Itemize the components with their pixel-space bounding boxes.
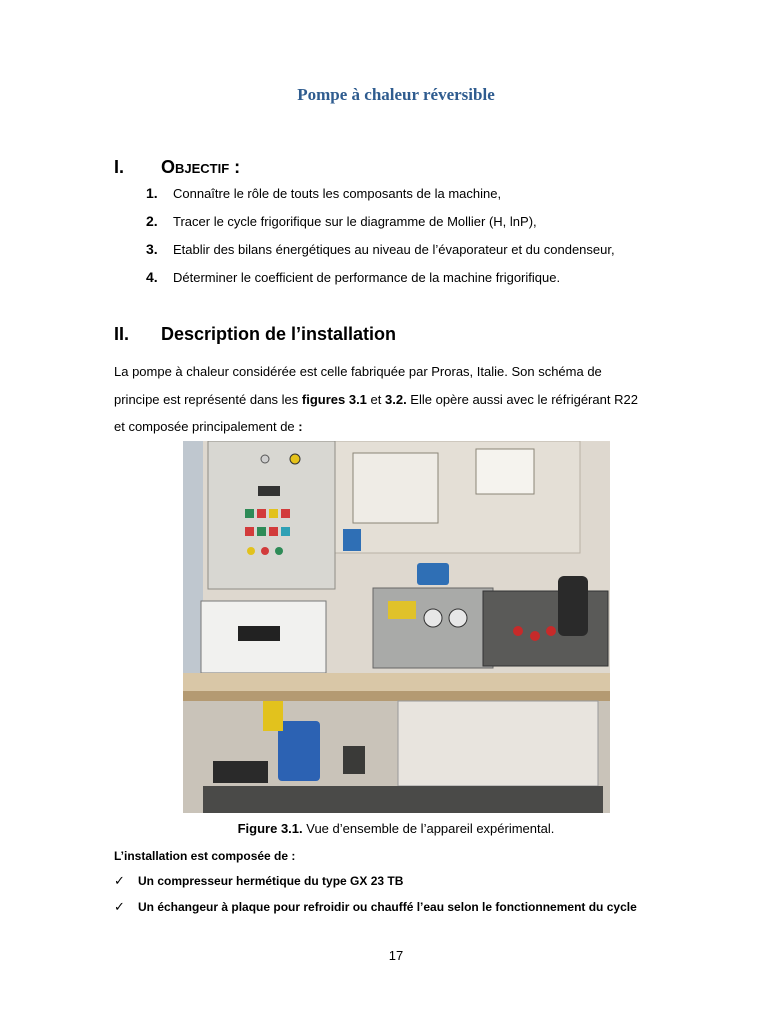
section-heading-objectif <box>114 157 240 178</box>
figure-ref: 3.2. <box>385 391 407 407</box>
figure-label: Figure 3.1. <box>237 821 303 836</box>
section-title: Description de l’installation <box>161 324 397 344</box>
caption-text: Vue d’ensemble de l’appareil expérimental. <box>302 821 555 836</box>
check-item <box>114 899 637 915</box>
description-paragraph <box>114 358 677 441</box>
check-item <box>114 873 403 889</box>
paragraph-line <box>114 386 677 414</box>
section-title: Objectif : <box>161 157 241 177</box>
composition-heading: L’installation est composée de : <box>114 849 296 863</box>
list-item <box>146 239 615 267</box>
list-item <box>146 183 615 211</box>
section-heading-description <box>114 324 396 345</box>
item-text: Etablir des bilans énergétiques au niveau de l’évaporateur et du condenseur, <box>173 242 615 257</box>
section-number: I. <box>114 157 125 177</box>
item-text: Connaître le rôle de touts les composants de la machine, <box>173 186 502 201</box>
figure-caption <box>0 821 768 836</box>
figure-ref: figures 3.1 <box>301 391 367 407</box>
text-run: Elle opère aussi avec le réfrigérant R22 <box>406 391 638 407</box>
section-number: II. <box>114 324 130 344</box>
paragraph-line: La pompe à chaleur considérée est celle fabriquée par Proras, Italie. Son schéma de <box>114 364 602 379</box>
item-number: 2. <box>146 213 158 229</box>
list-item <box>146 211 615 239</box>
check-item-text: Un compresseur hermétique du type GX 23 TB <box>138 874 404 888</box>
item-number: 4. <box>146 269 158 285</box>
checkmark-icon: ✓ <box>114 899 125 914</box>
page-number: 17 <box>388 948 404 963</box>
equipment-photo <box>183 441 610 813</box>
text-run: et <box>366 391 385 407</box>
text-run: et composée principalement de <box>114 419 299 434</box>
text-run: : <box>298 419 303 434</box>
check-item-text: Un échangeur à plaque pour refroidir ou chauffé l’eau selon le fonctionnement du cycle <box>138 900 637 914</box>
text-run: principe est représenté dans les <box>114 391 302 407</box>
page-title: Pompe à chaleur réversible <box>297 85 495 104</box>
item-number: 3. <box>146 241 158 257</box>
item-text: Tracer le cycle frigorifique sur le diagramme de Mollier (H, lnP), <box>173 214 537 229</box>
objectives-list <box>146 183 615 295</box>
paragraph-line <box>114 413 677 441</box>
item-text: Déterminer le coefficient de performance de la machine frigorifique. <box>173 270 561 285</box>
checkmark-icon: ✓ <box>114 873 125 888</box>
item-number: 1. <box>146 185 158 201</box>
list-item <box>146 267 615 295</box>
